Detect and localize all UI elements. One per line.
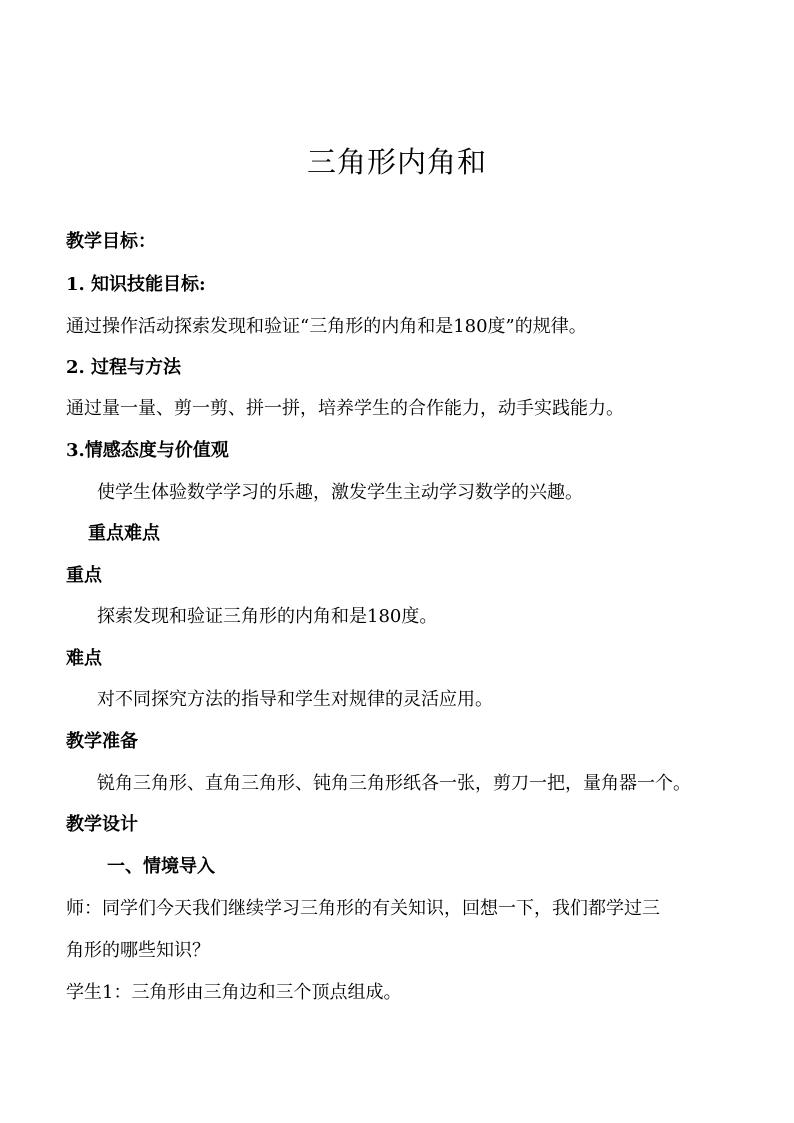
subheading-difficult-point: 难点 xyxy=(66,648,102,669)
paragraph-emotion-values: 使学生体验数学学习的乐趣，激发学生主动学习数学的兴趣。 xyxy=(97,482,583,503)
subheading-key-point: 重点 xyxy=(66,565,102,586)
section-heading-teaching-design: 教学设计 xyxy=(66,814,138,835)
document-title: 三角形内角和 xyxy=(306,145,487,179)
paragraph-teacher-question-line2: 角形的哪些知识？ xyxy=(66,940,210,961)
subheading-process-method: 2. 过程与方法 xyxy=(66,357,182,378)
section-heading-teaching-goals: 教学目标： xyxy=(66,231,156,252)
paragraph-process-method: 通过量一量、剪一剪、拼一拼，培养学生的合作能力，动手实践能力。 xyxy=(66,398,624,419)
paragraph-teacher-question-line1: 师：同学们今天我们继续学习三角形的有关知识，回想一下，我们都学过三 xyxy=(66,898,660,919)
section-heading-teaching-preparation: 教学准备 xyxy=(66,731,138,752)
paragraph-teaching-preparation: 锐角三角形、直角三角形、钝角三角形纸各一张，剪刀一把，量角器一个。 xyxy=(97,773,691,794)
subheading-scenario-introduction: 一、情境导入 xyxy=(107,856,215,877)
paragraph-student-answer: 学生1：三角形由三角边和三个顶点组成。 xyxy=(66,982,402,1003)
section-heading-key-difficult-points: 重点难点 xyxy=(88,523,160,544)
paragraph-knowledge-skills: 通过操作活动探索发现和验证“三角形的内角和是180度”的规律。 xyxy=(66,316,587,337)
paragraph-key-point: 探索发现和验证三角形的内角和是180度。 xyxy=(97,606,438,627)
subheading-emotion-values: 3.情感态度与价值观 xyxy=(66,440,229,461)
subheading-knowledge-skills: 1. 知识技能目标: xyxy=(66,274,206,295)
paragraph-difficult-point: 对不同探究方法的指导和学生对规律的灵活应用。 xyxy=(97,689,493,710)
